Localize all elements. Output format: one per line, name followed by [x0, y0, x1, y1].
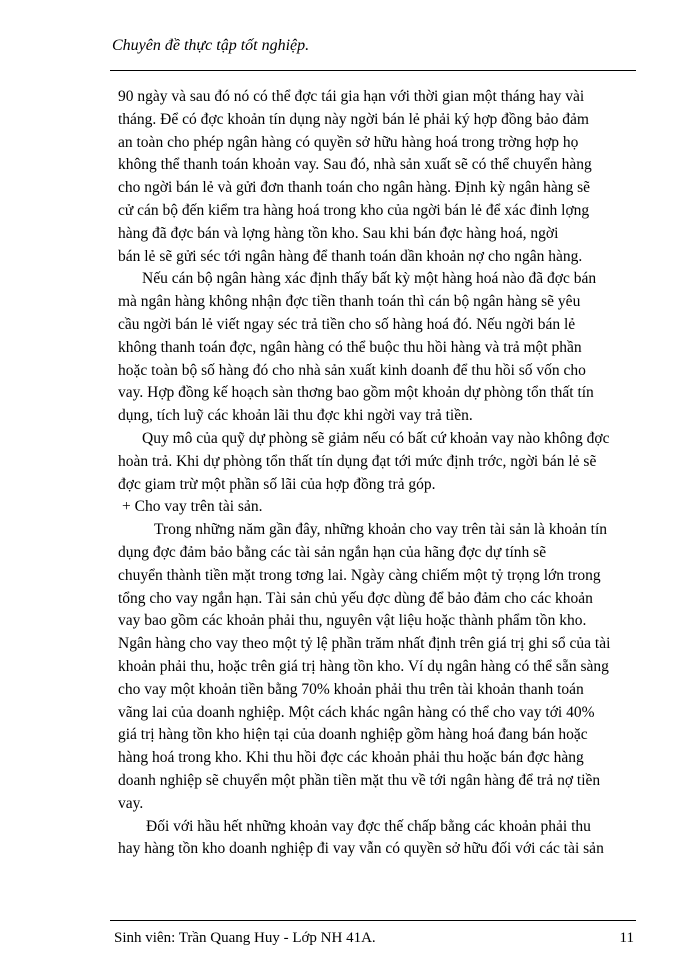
- footer-author: Sinh viên: Trần Quang Huy - Lớp NH 41A.: [114, 930, 376, 946]
- text-line: dụng, tích luỹ các khoản lãi thu đợc khi ngời vay trả tiền.: [118, 407, 473, 425]
- text-line: vay.: [118, 794, 144, 812]
- header-divider: [110, 70, 636, 71]
- section-heading-line: + Cho vay trên tài sản.: [122, 498, 263, 516]
- text-line: khoản phải thu, hoặc trên giá trị hàng tồn kho. Ví dụ ngân hàng có thể sẵn sàng: [118, 657, 609, 675]
- text-line: hàng đã đợc bán và lợng hàng tồn kho. Sau khi bán đợc hàng hoá, ngời: [118, 224, 559, 242]
- text-line: hoàn trả. Khi dự phòng tổn thất tín dụng đạt tới mức định trớc, ngời bán lẻ sẽ: [118, 452, 597, 470]
- text-line: vay bao gồm các khoản phải thu, nguyên vật liệu hoặc thành phẩm tồn kho.: [118, 612, 587, 630]
- text-line: hoặc toàn bộ số hàng đó cho nhà sản xuất kinh doanh để thu hồi số vốn cho: [118, 361, 586, 379]
- page-number: 11: [619, 930, 634, 946]
- text-line: an toàn cho phép ngân hàng có quyền sở hữu hàng hoá trong trờng hợp họ: [118, 133, 579, 151]
- text-line: vãng lai của doanh nghiệp. Một cách khác ngân hàng có thể cho vay tới 40%: [118, 703, 595, 721]
- body-text: [118, 86, 638, 861]
- text-line: cầu ngời bán lẻ viết ngay séc trả tiền cho số hàng hoá đó. Nếu ngời bán lẻ: [118, 315, 576, 333]
- paragraph-start-line: Trong những năm gần đây, những khoản cho vay trên tài sản là khoản tín: [154, 521, 608, 539]
- text-line: cho ngời bán lẻ và gửi đơn thanh toán cho ngân hàng. Định kỳ ngân hàng sẽ: [118, 179, 591, 197]
- text-line: mà ngân hàng không nhận đợc tiền thanh toán thì cán bộ ngân hàng sẽ yêu: [118, 293, 581, 311]
- text-line: bán lẻ sẽ gửi séc tới ngân hàng để thanh toán dần khoản nợ cho ngân hàng.: [118, 247, 583, 265]
- text-line: chuyển thành tiền mặt trong tơng lai. Ngày càng chiếm một tỷ trọng lớn trong: [118, 566, 601, 584]
- text-line: cho vay một khoản tiền bằng 70% khoản phải thu trên tài khoản thanh toán: [118, 680, 584, 698]
- text-line: tháng. Để có đợc khoản tín dụng này ngời bán lẻ phải ký hợp đồng bảo đảm: [118, 110, 589, 128]
- text-line: Ngân hàng cho vay theo một tỷ lệ phần trăm nhất định trên giá trị ghi sổ của tài: [118, 635, 611, 653]
- text-line: cử cán bộ đến kiểm tra hàng hoá trong kho của ngời bán lẻ để xác đinh lợng: [118, 201, 590, 219]
- page-header-title: Chuyên đề thực tập tốt nghiệp.: [112, 37, 310, 54]
- text-line: doanh nghiệp sẽ chuyển một phần tiền mặt thu về tới ngân hàng để trả nợ tiền: [118, 771, 601, 789]
- text-line: không thể thanh toán khoản vay. Sau đó, nhà sản xuất sẽ có thể chuyển hàng: [118, 156, 592, 174]
- text-line: dụng đợc đảm bảo bằng các tài sản ngắn hạn của hãng đợc dự tính sẽ: [118, 543, 547, 561]
- text-line: 90 ngày và sau đó nó có thể đợc tái gia hạn với thời gian một tháng hay vài: [118, 88, 585, 105]
- paragraph-start-line: Đối với hầu hết những khoản vay đợc thế chấp bằng các khoản phải thu: [146, 817, 591, 835]
- text-line: giá trị hàng tồn kho hiện tại của doanh nghiệp gồm hàng hoá đang bán hoặc: [118, 726, 588, 744]
- text-line: hay hàng tồn kho doanh nghiệp đi vay vẫn có quyền sở hữu đối với các tài sản: [118, 840, 604, 858]
- footer-divider: [110, 920, 636, 921]
- text-line: tổng cho vay ngắn hạn. Tài sản chủ yếu đợc dùng để bảo đảm cho các khoản: [118, 589, 593, 607]
- paragraph-start-line: Quy mô của quỹ dự phòng sẽ giảm nếu có bất cứ khoản vay nào không đợc: [142, 429, 610, 447]
- paragraph-start-line: Nếu cán bộ ngân hàng xác định thấy bất kỳ một hàng hoá nào đã đợc bán: [142, 270, 597, 288]
- text-line: đợc giam trừ một phần số lãi của hợp đồng trả góp.: [118, 475, 436, 493]
- text-line: hàng hoá trong kho. Khi thu hồi đợc các khoản phải thu hoặc bán đợc hàng: [118, 749, 584, 767]
- text-line: không thanh toán đợc, ngân hàng có thể buộc thu hồi hàng và trả một phần: [118, 338, 582, 356]
- text-line: vay. Hợp đồng kế hoạch sàn thơng bao gồm một khoản dự phòng tổn thất tín: [118, 384, 594, 402]
